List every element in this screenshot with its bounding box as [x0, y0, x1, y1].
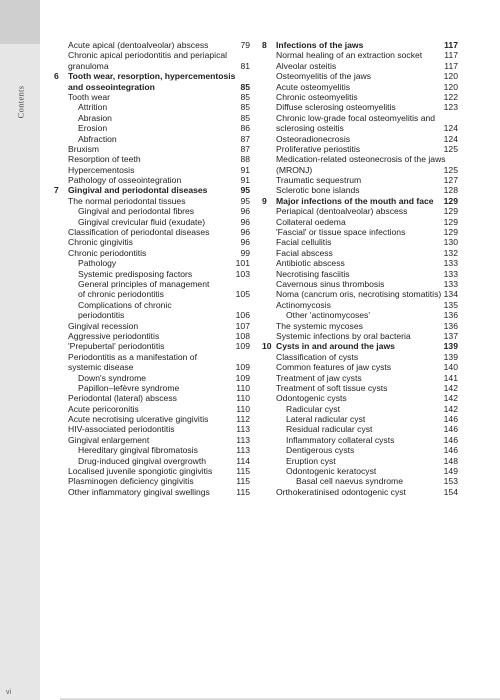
toc-entry-title: of chronic periodontitis: [78, 289, 164, 300]
toc-entry-title: Gingival and periodontal diseases: [68, 185, 208, 196]
toc-entry-row: [54, 50, 250, 60]
sidebar-tab: [0, 0, 40, 44]
toc-page-number: 95: [240, 195, 250, 206]
toc-entry-row: [54, 123, 250, 133]
toc-entry-row: [262, 134, 458, 144]
toc-entry-row: [262, 154, 458, 164]
toc-entry-title: Radicular cyst: [286, 403, 340, 414]
toc-page-number: 120: [443, 71, 458, 82]
toc-entry-row: [262, 456, 458, 466]
toc-entry-row: [54, 300, 250, 310]
toc-entry-title: Traumatic sequestrum: [276, 175, 362, 186]
toc-page-number: 136: [443, 320, 458, 331]
toc-entry-title: Normal healing of an extraction socket: [276, 50, 423, 61]
toc-entry-row: [262, 404, 458, 414]
toc-entry-row: [54, 373, 250, 383]
toc-entry-row: [262, 362, 458, 372]
toc-entry-row: [54, 102, 250, 112]
toc-entry-row: [54, 414, 250, 424]
toc-entry-title: 'Fascial' or tissue space infections: [276, 227, 406, 238]
toc-entry-row: [262, 487, 458, 497]
toc-entry-title: Orthokeratinised odontogenic cyst: [276, 486, 406, 497]
toc-entry-title: Systemic infections by oral bacteria: [276, 330, 411, 341]
toc-entry-row: [262, 71, 458, 81]
toc-entry-title: Periodontal (lateral) abscess: [68, 393, 177, 404]
sidebar-label: [6, 62, 34, 142]
toc-entry-row: [262, 248, 458, 258]
toc-page-number: 105: [235, 289, 250, 300]
toc-page-number: 85: [240, 102, 250, 113]
toc-page-number: 95: [240, 185, 250, 196]
toc-entry-title: and osseointegration: [68, 81, 155, 92]
toc-page-number: 142: [443, 403, 458, 414]
toc-page-number: 96: [240, 237, 250, 248]
chapter-number: 9: [262, 195, 267, 206]
toc-page-number: 128: [443, 185, 458, 196]
toc-entry-row: [262, 102, 458, 112]
chapter-number: 10: [262, 341, 272, 352]
toc-page-number: 117: [444, 50, 458, 61]
toc-entry-title: Cavernous sinus thrombosis: [276, 278, 385, 289]
toc-entry-row: [54, 258, 250, 268]
toc-chapter-row: [54, 82, 250, 92]
toc-page-number: 110: [236, 393, 250, 404]
toc-entry-row: [54, 237, 250, 247]
chapter-number: 7: [54, 185, 59, 196]
toc-page-number: 146: [443, 445, 458, 456]
toc-entry-title: Abrasion: [78, 112, 112, 123]
toc-entry-title: Osteoradionecrosis: [276, 133, 351, 144]
toc-entry-title: Chronic osteomyelitis: [276, 91, 358, 102]
toc-entry-title: sclerosing osteitis: [276, 123, 344, 134]
toc-entry-title: Eruption cyst: [286, 455, 336, 466]
toc-entry-row: [262, 300, 458, 310]
toc-page-number: 142: [443, 393, 458, 404]
toc-page-number: 103: [235, 268, 250, 279]
toc-page-number: 123: [443, 102, 458, 113]
toc-entry-row: [54, 331, 250, 341]
toc-entry-title: Medication-related osteonecrosis of the jaws: [276, 154, 446, 165]
toc-page-number: 86: [240, 123, 250, 134]
toc-entry-title: Diffuse sclerosing osteomyelitis: [276, 102, 396, 113]
toc-chapter-row: [54, 71, 250, 81]
toc-page-number: 142: [443, 382, 458, 393]
toc-entry-row: [54, 445, 250, 455]
toc-entry-title: Actinomycosis: [276, 299, 331, 310]
toc-entry-row: [262, 165, 458, 175]
toc-entry-title: Dentigerous cysts: [286, 445, 355, 456]
toc-entry-row: [54, 352, 250, 362]
toc-entry-title: Classification of cysts: [276, 351, 359, 362]
toc-page-number: 115: [236, 476, 250, 487]
toc-entry-row: [262, 279, 458, 289]
toc-entry-title: Other inflammatory gingival swellings: [68, 486, 210, 497]
toc-page-number: 79: [240, 40, 250, 50]
toc-page-number: 85: [240, 91, 250, 102]
toc-page-number: 129: [443, 206, 458, 217]
toc-entry-title: Hypercementosis: [68, 164, 135, 175]
toc-entry-row: [54, 217, 250, 227]
toc-page-number: 101: [235, 258, 250, 269]
toc-entry-title: Periodontitis as a manifestation of: [68, 351, 197, 362]
toc-chapter-row: [262, 341, 458, 351]
toc-entry-title: 'Prepubertal' periodontitis: [68, 341, 165, 352]
toc-entry-title: Tooth wear, resorption, hypercementosis: [68, 71, 236, 82]
toc-entry-row: [262, 258, 458, 268]
toc-entry-row: [262, 373, 458, 383]
toc-entry-row: [262, 289, 458, 299]
toc-page-number: 107: [235, 320, 250, 331]
toc-column-left: [54, 40, 250, 497]
toc-page-number: 120: [443, 81, 458, 92]
toc-entry-title: The normal periodontal tissues: [68, 195, 186, 206]
toc-page-number: 85: [240, 81, 250, 92]
toc-page-number: 133: [443, 278, 458, 289]
toc-entry-row: [54, 393, 250, 403]
toc-page-number: 110: [236, 403, 250, 414]
toc-entry-row: [54, 476, 250, 486]
toc-entry-title: Pathology of osseointegration: [68, 175, 182, 186]
toc-entry-row: [262, 206, 458, 216]
toc-entry-row: [54, 206, 250, 216]
toc-entry-row: [262, 352, 458, 362]
toc-entry-title: Acute pericoronitis: [68, 403, 139, 414]
toc-chapter-row: [54, 185, 250, 195]
toc-entry-row: [54, 248, 250, 258]
toc-entry-title: Papillon–lefèvre syndrome: [78, 382, 180, 393]
toc-entry-row: [262, 237, 458, 247]
toc-entry-title: General principles of management: [78, 278, 210, 289]
toc-page-number: 96: [240, 216, 250, 227]
toc-page-number: 124: [443, 133, 458, 144]
toc-entry-row: [262, 50, 458, 60]
toc-entry-row: [54, 92, 250, 102]
toc-entry-row: [262, 424, 458, 434]
toc-entry-row: [262, 445, 458, 455]
toc-entry-row: [54, 165, 250, 175]
toc-page-number: 148: [443, 455, 458, 466]
toc-entry-title: Down's syndrome: [78, 372, 147, 383]
toc-page-number: 113: [236, 445, 250, 456]
toc-entry-row: [54, 362, 250, 372]
toc-entry-title: Systemic predisposing factors: [78, 268, 193, 279]
toc-entry-row: [262, 123, 458, 133]
toc-column-right: [262, 40, 458, 497]
toc-entry-title: Osteomyelitis of the jaws: [276, 71, 372, 82]
toc-entry-title: Common features of jaw cysts: [276, 362, 392, 373]
toc-entry-row: [262, 383, 458, 393]
toc-entry-row: [262, 310, 458, 320]
toc-page-number: 117: [444, 40, 458, 50]
toc-entry-row: [54, 435, 250, 445]
toc-page-number: 108: [235, 330, 250, 341]
toc-page-number: 129: [443, 195, 458, 206]
toc-page-number: 114: [236, 455, 250, 466]
toc-entry-row: [262, 144, 458, 154]
toc-entry-title: Collateral oedema: [276, 216, 346, 227]
toc-entry-row: [262, 414, 458, 424]
toc-entry-title: Abfraction: [78, 133, 117, 144]
toc-entry-title: Cysts in and around the jaws: [276, 341, 395, 352]
chapter-number: 8: [262, 40, 267, 50]
toc-entry-title: Gingival enlargement: [68, 434, 150, 445]
toc-chapter-row: [262, 196, 458, 206]
toc-page-number: 112: [236, 414, 250, 425]
toc-entry-row: [54, 404, 250, 414]
toc-entry-title: Treatment of jaw cysts: [276, 372, 362, 383]
toc-entry-title: Hereditary gingival fibromatosis: [78, 445, 198, 456]
toc-entry-title: Odontogenic cysts: [276, 393, 347, 404]
toc-page-number: 91: [240, 175, 250, 186]
toc-entry-title: Alveolar osteitis: [276, 60, 337, 71]
toc-entry-row: [54, 341, 250, 351]
toc-entry-title: Chronic gingivitis: [68, 237, 133, 248]
toc-page-number: 129: [443, 227, 458, 238]
toc-entry-title: Lateral radicular cyst: [286, 414, 366, 425]
toc-entry-row: [54, 279, 250, 289]
toc-page-number: 134: [443, 289, 458, 300]
page-number: vi: [6, 689, 12, 696]
toc-page-number: 154: [443, 486, 458, 497]
toc-entry-row: [54, 61, 250, 71]
toc-page-number: 125: [443, 143, 458, 154]
toc-page-number: 130: [443, 237, 458, 248]
toc-page-number: 125: [443, 164, 458, 175]
toc-page-number: 139: [443, 341, 458, 352]
toc-entry-title: (MRONJ): [276, 164, 313, 175]
toc-page-number: 124: [443, 123, 458, 134]
toc-entry-title: Erosion: [78, 123, 108, 134]
toc-entry-row: [54, 456, 250, 466]
toc-page-number: 109: [235, 372, 250, 383]
toc-entry-row: [262, 217, 458, 227]
toc-page-number: 88: [240, 154, 250, 165]
toc-entry-title: Basal cell naevus syndrome: [296, 476, 403, 487]
toc-page-number: 141: [443, 372, 458, 383]
toc-page-number: 137: [443, 330, 458, 341]
toc-entry-title: Tooth wear: [68, 91, 111, 102]
toc-entry-title: Necrotising fasciitis: [276, 268, 350, 279]
toc-entry-title: Infections of the jaws: [276, 40, 364, 50]
toc-entry-row: [262, 227, 458, 237]
toc-entry-title: Localised juvenile spongiotic gingivitis: [68, 466, 213, 477]
toc-entry-row: [262, 92, 458, 102]
toc-entry-row: [54, 424, 250, 434]
toc-page-number: 115: [236, 466, 250, 477]
toc-page-number: 136: [443, 310, 458, 321]
toc-entry-row: [54, 144, 250, 154]
toc-entry-row: [262, 331, 458, 341]
toc-entry-title: Complications of chronic: [78, 299, 172, 310]
toc-page-number: 91: [240, 164, 250, 175]
toc-entry-title: Gingival recession: [68, 320, 139, 331]
toc-entry-title: Noma (cancrum oris, necrotising stomatitis): [276, 289, 442, 300]
toc-entry-title: Classification of periodontal diseases: [68, 227, 210, 238]
toc-entry-title: Acute apical (dentoalveolar) abscess: [68, 40, 209, 50]
toc-entry-row: [262, 175, 458, 185]
toc-page-number: 81: [240, 60, 250, 71]
toc-entry-title: Facial cellulitis: [276, 237, 332, 248]
toc-entry-row: [262, 61, 458, 71]
toc-entry-row: [54, 289, 250, 299]
toc-entry-title: Major infections of the mouth and face: [276, 195, 434, 206]
toc-page-number: 127: [443, 175, 458, 186]
toc-page-number: 96: [240, 227, 250, 238]
toc-entry-row: [54, 134, 250, 144]
toc-entry-title: Gingival and periodontal fibres: [78, 206, 195, 217]
toc-entry-row: [262, 113, 458, 123]
toc-entry-row: [262, 393, 458, 403]
toc-entry-row: [54, 113, 250, 123]
toc-entry-title: Drug-induced gingival overgrowth: [78, 455, 207, 466]
toc-page-number: 139: [443, 351, 458, 362]
toc-entry-row: [262, 321, 458, 331]
toc-entry-row: [262, 185, 458, 195]
toc-entry-title: The systemic mycoses: [276, 320, 363, 331]
toc-page-number: 99: [240, 247, 250, 258]
toc-entry-title: Plasminogen deficiency gingivitis: [68, 476, 194, 487]
toc-entry-title: Attrition: [78, 102, 108, 113]
toc-entry-title: Acute osteomyelitis: [276, 81, 351, 92]
toc-entry-title: Bruxism: [68, 143, 100, 154]
toc-page-number: 87: [240, 133, 250, 144]
toc-entry-row: [262, 435, 458, 445]
toc-entry-row: [54, 466, 250, 476]
toc-entry-title: systemic disease: [68, 362, 134, 373]
toc-page-number: 153: [443, 476, 458, 487]
toc-entry-title: Odontogenic keratocyst: [286, 466, 377, 477]
toc-page-number: 110: [236, 382, 250, 393]
toc-entry-row: [54, 196, 250, 206]
toc-entry-row: [54, 487, 250, 497]
toc-entry-title: Proliferative periostitis: [276, 143, 361, 154]
toc-entry-title: Gingival crevicular fluid (exudate): [78, 216, 206, 227]
toc-entry-row: [54, 383, 250, 393]
toc-entry-row: [262, 82, 458, 92]
toc-page-number: 140: [443, 362, 458, 373]
toc-page-number: 96: [240, 206, 250, 217]
toc-entry-title: Residual radicular cyst: [286, 424, 373, 435]
toc-entry-row: [54, 40, 250, 50]
toc-page-number: 113: [236, 434, 250, 445]
toc-entry-title: HIV-associated periodontitis: [68, 424, 175, 435]
toc-chapter-row: [262, 40, 458, 50]
toc-entry-title: Acute necrotising ulcerative gingivitis: [68, 414, 209, 425]
toc-entry-title: Chronic apical periodontitis and periapical: [68, 50, 228, 61]
chapter-number: 6: [54, 71, 59, 82]
toc-entry-row: [54, 154, 250, 164]
toc-page-number: 149: [443, 466, 458, 477]
toc-entry-row: [262, 269, 458, 279]
toc-entry-row: [54, 269, 250, 279]
toc-entry-title: Periapical (dentoalveolar) abscess: [276, 206, 408, 217]
toc-entry-title: granuloma: [68, 60, 109, 71]
toc-entry-title: Sclerotic bone islands: [276, 185, 360, 196]
toc-page-number: 133: [443, 268, 458, 279]
toc-entry-title: Pathology: [78, 258, 117, 269]
toc-page-number: 135: [443, 299, 458, 310]
toc-entry-row: [262, 476, 458, 486]
toc-page-number: 115: [236, 486, 250, 497]
toc-page-number: 106: [235, 310, 250, 321]
toc-entry-row: [54, 321, 250, 331]
toc-entry-title: Resorption of teeth: [68, 154, 141, 165]
toc-entry-row: [54, 175, 250, 185]
toc-page-number: 87: [240, 143, 250, 154]
toc-page-number: 85: [240, 112, 250, 123]
toc-page-number: 122: [443, 91, 458, 102]
toc-page-number: 109: [235, 341, 250, 352]
toc-entry-title: Other 'actinomycoses': [286, 310, 370, 321]
toc-page-number: 117: [444, 60, 458, 71]
toc-page-number: 129: [443, 216, 458, 227]
toc-entry-row: [54, 310, 250, 320]
toc-entry-title: Facial abscess: [276, 247, 333, 258]
toc-entry-row: [54, 227, 250, 237]
toc-entry-row: [262, 466, 458, 476]
toc-entry-title: Aggressive periodontitis: [68, 330, 160, 341]
toc-page-number: 132: [443, 247, 458, 258]
toc-entry-title: periodontitis: [78, 310, 125, 321]
toc-page-number: 109: [235, 362, 250, 373]
toc-page-number: 133: [443, 258, 458, 269]
toc-page-number: 146: [443, 414, 458, 425]
toc-entry-title: Treatment of soft tissue cysts: [276, 382, 388, 393]
contents-label: Contents: [15, 85, 25, 119]
toc-entry-title: Chronic periodontitis: [68, 247, 147, 258]
toc-page-number: 113: [236, 424, 250, 435]
toc-entry-title: Chronic low-grade focal osteomyelitis and: [276, 112, 436, 123]
toc-page-number: 146: [443, 424, 458, 435]
toc-page-number: 146: [443, 434, 458, 445]
toc-entry-title: Inflammatory collateral cysts: [286, 434, 395, 445]
toc-entry-title: Antibiotic abscess: [276, 258, 345, 269]
